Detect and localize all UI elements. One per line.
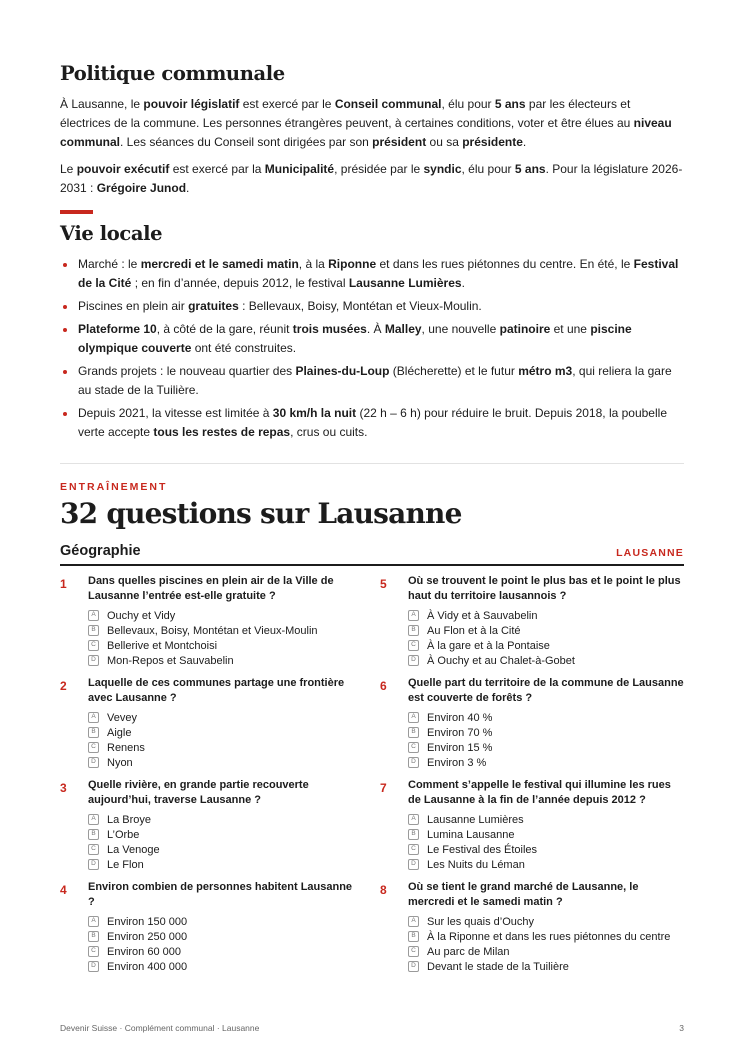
answer-option[interactable] xyxy=(88,929,360,944)
questions-grid xyxy=(60,574,684,982)
answer-text: Les Nuits du Léman xyxy=(427,858,525,871)
answer-checkbox[interactable]: B xyxy=(408,625,419,636)
answer-checkbox[interactable]: B xyxy=(88,625,99,636)
text-run: Depuis 2021, la vitesse est limitée à xyxy=(78,406,273,420)
emphasis-text: Lausanne Lumières xyxy=(348,276,462,290)
answer-text: Environ 60 000 xyxy=(107,945,181,958)
question-body xyxy=(408,574,684,668)
answer-option[interactable] xyxy=(88,755,360,770)
question-item xyxy=(60,676,360,770)
answer-checkbox[interactable]: C xyxy=(408,742,419,753)
answer-text: Mon-Repos et Sauvabelin xyxy=(107,654,234,667)
question-number: 4 xyxy=(60,883,67,897)
quiz-section-name: Géographie xyxy=(60,543,141,559)
divider xyxy=(60,463,684,464)
answer-text: Aigle xyxy=(107,726,132,739)
answer-option[interactable] xyxy=(408,842,684,857)
answer-option[interactable] xyxy=(408,740,684,755)
text-run: Le xyxy=(60,162,77,176)
emphasis-text: niveau communal xyxy=(60,116,672,149)
text-run: . xyxy=(186,181,190,195)
answer-text: Nyon xyxy=(107,756,133,769)
answer-text: Environ 400 000 xyxy=(107,960,188,973)
answer-checkbox[interactable]: B xyxy=(408,727,419,738)
answer-option[interactable] xyxy=(88,725,360,740)
text-run: , élu pour xyxy=(441,97,495,111)
section-title-vie-locale: Vie locale xyxy=(60,222,163,245)
answer-checkbox[interactable]: A xyxy=(408,916,419,927)
answer-checkbox[interactable]: A xyxy=(408,712,419,723)
question-text: Quelle rivière, en grande partie recouverte aujourd’hui, traverse Lausanne ? xyxy=(88,779,309,806)
answer-option[interactable] xyxy=(408,725,684,740)
emphasis-text: Plaines-du-Loup xyxy=(295,364,390,378)
answer-text: Ouchy et Vidy xyxy=(107,609,176,622)
answer-checkbox[interactable]: D xyxy=(408,757,419,768)
questions-column-right xyxy=(380,574,684,982)
kicker-label: ENTRAÎNEMENT xyxy=(60,481,168,493)
answer-checkbox[interactable]: A xyxy=(88,814,99,825)
answer-checkbox[interactable]: D xyxy=(408,859,419,870)
answer-text: Lausanne Lumières xyxy=(427,813,524,826)
bullet-dot-icon xyxy=(63,328,67,332)
answer-option[interactable] xyxy=(88,608,360,623)
answer-option[interactable] xyxy=(88,623,360,638)
emphasis-text: mercredi et le samedi matin xyxy=(140,257,299,271)
emphasis-text: Conseil communal xyxy=(334,97,442,111)
bullet-item xyxy=(60,362,684,400)
text-run: ; en fin d’année, depuis 2012, le festival xyxy=(131,276,349,290)
question-number: 1 xyxy=(60,577,67,591)
paragraph-executif xyxy=(60,160,684,198)
question-number: 2 xyxy=(60,679,67,693)
question-text: Environ combien de personnes habitent Lausanne ? xyxy=(88,881,353,908)
answer-checkbox[interactable]: B xyxy=(88,829,99,840)
question-text: Où se trouvent le point le plus bas et le point le plus haut du territoire lausannois ? xyxy=(408,575,681,602)
answer-option[interactable] xyxy=(88,827,360,842)
question-item xyxy=(380,574,684,668)
question-item xyxy=(60,574,360,668)
answer-text: Environ 40 % xyxy=(427,711,493,724)
text-run: . Pour la législature 2026-2031 : xyxy=(60,162,683,195)
quiz-title: 32 questions sur Lausanne xyxy=(60,497,462,530)
question-body xyxy=(88,778,360,872)
question-item xyxy=(60,778,360,872)
text-run: (Blécherette) et le futur xyxy=(389,364,519,378)
question-item xyxy=(380,778,684,872)
answer-option[interactable] xyxy=(408,857,684,872)
emphasis-text: métro m3 xyxy=(518,364,573,378)
answer-text: Le Festival des Étoiles xyxy=(427,843,538,856)
answer-checkbox[interactable]: A xyxy=(88,712,99,723)
answer-option[interactable] xyxy=(408,827,684,842)
answer-option[interactable] xyxy=(408,812,684,827)
bullet-item xyxy=(60,255,684,293)
answer-text: Au parc de Milan xyxy=(427,945,510,958)
text-run: . Les séances du Conseil sont dirigées par son xyxy=(120,135,373,149)
question-body xyxy=(408,880,684,974)
text-run: (22 h – 6 h) pour réduire le bruit. Depuis 2018, la poubelle verte accepte xyxy=(78,406,667,439)
text-run: , présidée par le xyxy=(334,162,424,176)
text-run: , élu pour xyxy=(461,162,515,176)
answer-text: Le Flon xyxy=(107,858,144,871)
answer-option[interactable] xyxy=(408,623,684,638)
answer-checkbox[interactable]: A xyxy=(88,610,99,621)
answer-option[interactable] xyxy=(408,755,684,770)
question-item xyxy=(380,880,684,974)
text-run: : Bellevaux, Boisy, Montétan et Vieux-Moulin. xyxy=(238,299,482,313)
answer-option[interactable] xyxy=(408,929,684,944)
answer-text: Environ 15 % xyxy=(427,741,493,754)
emphasis-text: Plateforme 10 xyxy=(78,322,157,336)
answer-checkbox[interactable]: D xyxy=(88,859,99,870)
answer-text: Devant le stade de la Tuilière xyxy=(427,960,569,973)
question-text: Laquelle de ces communes partage une frontière avec Lausanne ? xyxy=(88,677,345,704)
page-footer xyxy=(60,1023,684,1033)
answer-text: Environ 3 % xyxy=(427,756,487,769)
answer-option[interactable] xyxy=(88,812,360,827)
question-body xyxy=(88,880,360,974)
answer-text: Environ 150 000 xyxy=(107,915,188,928)
answer-text: Environ 70 % xyxy=(427,726,493,739)
answer-text: Lumina Lausanne xyxy=(427,828,515,841)
answer-option[interactable] xyxy=(88,710,360,725)
question-body xyxy=(408,676,684,770)
quiz-section-header xyxy=(60,543,684,566)
question-text: Dans quelles piscines en plein air de la Ville de Lausanne l’entrée est-elle gratuite ? xyxy=(88,575,334,602)
emphasis-text: président xyxy=(372,135,427,149)
bullet-item xyxy=(60,404,684,442)
answer-checkbox[interactable]: B xyxy=(88,727,99,738)
text-run: ont été construites. xyxy=(191,341,297,355)
answer-text: La Venoge xyxy=(107,843,160,856)
answer-text: À Vidy et à Sauvabelin xyxy=(427,609,538,622)
answer-option[interactable] xyxy=(408,638,684,653)
answer-checkbox[interactable]: D xyxy=(408,961,419,972)
emphasis-text: trois musées xyxy=(292,322,367,336)
text-run: est exercé par le xyxy=(239,97,335,111)
emphasis-text: Malley xyxy=(384,322,422,336)
answer-checkbox[interactable]: C xyxy=(408,844,419,855)
text-run: À Lausanne, le xyxy=(60,97,144,111)
answer-text: Bellevaux, Boisy, Montétan et Vieux-Moulin xyxy=(107,624,318,637)
emphasis-text: tous les restes de repas xyxy=(153,425,291,439)
answer-text: La Broye xyxy=(107,813,152,826)
section-accent-bar xyxy=(60,210,93,214)
emphasis-text: syndic xyxy=(423,162,462,176)
text-run: , à côté de la gare, réunit xyxy=(156,322,293,336)
text-run: . À xyxy=(366,322,385,336)
question-text: Quelle part du territoire de la commune de Lausanne est couverte de forêts ? xyxy=(408,677,684,704)
text-run: et dans les rues piétonnes du centre. En été, le xyxy=(376,257,634,271)
answer-option[interactable] xyxy=(88,944,360,959)
text-run: Piscines en plein air xyxy=(78,299,189,313)
question-body xyxy=(88,676,360,770)
answer-checkbox[interactable]: A xyxy=(88,916,99,927)
answer-option[interactable] xyxy=(408,653,684,668)
section-title-politique: Politique communale xyxy=(60,62,285,85)
question-number: 7 xyxy=(380,781,387,795)
question-item xyxy=(60,880,360,974)
question-number: 6 xyxy=(380,679,387,693)
answer-checkbox[interactable]: B xyxy=(88,931,99,942)
bullet-dot-icon xyxy=(63,263,67,267)
emphasis-text: pouvoir législatif xyxy=(143,97,240,111)
answer-option[interactable] xyxy=(88,638,360,653)
answer-option[interactable] xyxy=(88,740,360,755)
answer-text: Au Flon et à la Cité xyxy=(427,624,521,637)
answer-text: Sur les quais d’Ouchy xyxy=(427,915,534,928)
emphasis-text: pouvoir exécutif xyxy=(76,162,170,176)
bullet-dot-icon xyxy=(63,412,67,416)
answer-checkbox[interactable]: B xyxy=(408,931,419,942)
question-text: Où se tient le grand marché de Lausanne, le mercredi et le samedi matin ? xyxy=(408,881,639,908)
answer-checkbox[interactable]: C xyxy=(88,946,99,957)
question-text: Comment s’appelle le festival qui illumine les rues de Lausanne à la fin de l’année depuis 2012 ? xyxy=(408,779,671,806)
answer-text: À la Riponne et dans les rues piétonnes du centre xyxy=(427,930,671,943)
question-number: 3 xyxy=(60,781,67,795)
questions-column-left xyxy=(60,574,360,982)
answer-option[interactable] xyxy=(88,914,360,929)
question-item xyxy=(380,676,684,770)
answer-checkbox[interactable]: D xyxy=(88,655,99,666)
paragraph-legislatif xyxy=(60,95,684,152)
emphasis-text: piscine olympique couverte xyxy=(78,322,632,355)
answer-text: Environ 250 000 xyxy=(107,930,188,943)
emphasis-text: gratuites xyxy=(188,299,239,313)
answer-option[interactable] xyxy=(408,959,684,974)
answer-checkbox[interactable]: C xyxy=(88,640,99,651)
emphasis-text: 5 ans xyxy=(494,97,526,111)
answer-text: Bellerive et Montchoisi xyxy=(107,639,218,652)
answer-option[interactable] xyxy=(408,914,684,929)
text-run: et une xyxy=(550,322,591,336)
text-run: . xyxy=(522,135,527,149)
answer-checkbox[interactable]: D xyxy=(88,757,99,768)
emphasis-text: 5 ans xyxy=(514,162,546,176)
question-number: 5 xyxy=(380,577,387,591)
text-run: , à la xyxy=(298,257,329,271)
answer-option[interactable] xyxy=(408,608,684,623)
answer-checkbox[interactable]: C xyxy=(408,640,419,651)
answer-option[interactable] xyxy=(408,710,684,725)
bullet-item xyxy=(60,297,684,316)
answer-checkbox[interactable]: C xyxy=(408,946,419,957)
bullet-item xyxy=(60,320,684,358)
emphasis-text: Festival de la Cité xyxy=(78,257,679,290)
answer-text: Renens xyxy=(107,741,145,754)
answer-checkbox[interactable]: B xyxy=(408,829,419,840)
emphasis-text: Municipalité xyxy=(264,162,335,176)
emphasis-text: patinoire xyxy=(499,322,551,336)
answer-option[interactable] xyxy=(88,653,360,668)
answer-checkbox[interactable]: A xyxy=(408,814,419,825)
text-run: ou sa xyxy=(426,135,463,149)
text-run: Grands projets : le nouveau quartier des xyxy=(78,364,296,378)
page-number: 3 xyxy=(679,1023,684,1033)
question-body xyxy=(88,574,360,668)
text-run: , crus ou cuits. xyxy=(290,425,368,439)
answer-checkbox[interactable]: D xyxy=(408,655,419,666)
text-run: est exercé par la xyxy=(169,162,265,176)
text-run: , une nouvelle xyxy=(421,322,500,336)
answer-checkbox[interactable]: A xyxy=(408,610,419,621)
answer-text: À la gare et à la Pontaise xyxy=(427,639,550,652)
emphasis-text: présidente xyxy=(462,135,523,149)
answer-option[interactable] xyxy=(88,959,360,974)
text-run: Marché : le xyxy=(78,257,141,271)
text-run: . xyxy=(461,276,465,290)
answer-text: L’Orbe xyxy=(107,828,140,841)
vie-locale-list xyxy=(60,255,684,446)
answer-text: Vevey xyxy=(107,711,137,724)
answer-option[interactable] xyxy=(408,944,684,959)
answer-option[interactable] xyxy=(88,842,360,857)
quiz-section-tag: LAUSANNE xyxy=(616,547,684,559)
answer-checkbox[interactable]: C xyxy=(88,742,99,753)
question-body xyxy=(408,778,684,872)
answer-checkbox[interactable]: C xyxy=(88,844,99,855)
emphasis-text: Grégoire Junod xyxy=(96,181,187,195)
text-run: par les électeurs et électrices de la commune. Les personnes étrangères peuvent, à certaines conditions, voter et être élues au xyxy=(60,97,634,130)
footer-text: Devenir Suisse · Complément communal · Lausanne xyxy=(60,1023,260,1033)
emphasis-text: 30 km/h la nuit xyxy=(272,406,357,420)
answer-checkbox[interactable]: D xyxy=(88,961,99,972)
bullet-dot-icon xyxy=(63,370,67,374)
answer-text: À Ouchy et au Chalet-à-Gobet xyxy=(427,654,575,667)
question-number: 8 xyxy=(380,883,387,897)
answer-option[interactable] xyxy=(88,857,360,872)
text-run: , qui reliera la gare au stade de la Tuilière. xyxy=(78,364,672,397)
emphasis-text: Riponne xyxy=(328,257,377,271)
bullet-dot-icon xyxy=(63,305,67,309)
